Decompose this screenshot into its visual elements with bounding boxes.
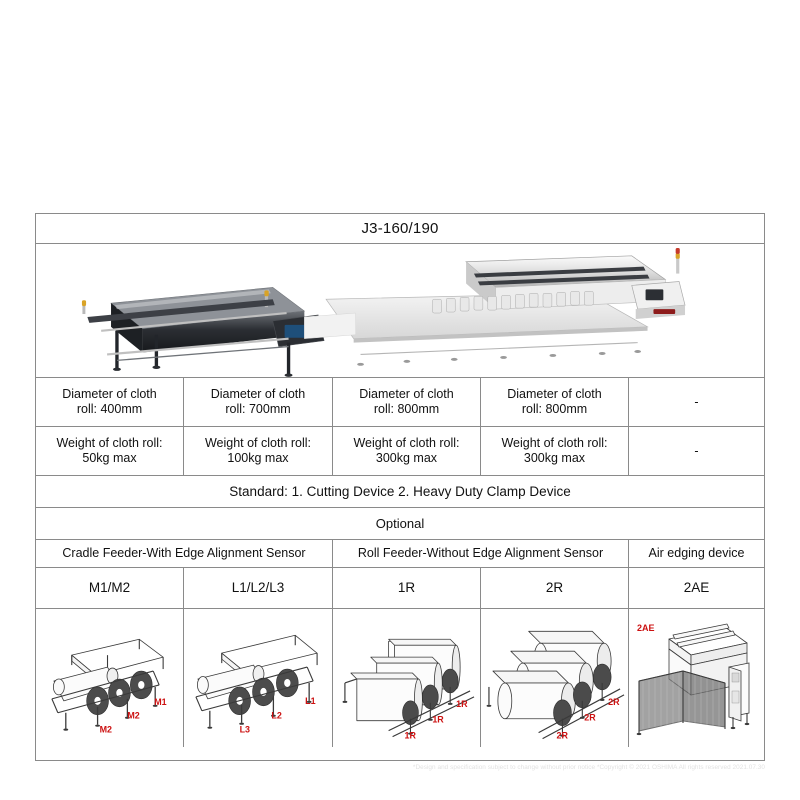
- weight-cell-1: Weight of cloth roll: 50kg max: [36, 427, 184, 475]
- tag-2r-a: 2R: [608, 696, 620, 707]
- option-group-air-edging: Air edging device: [648, 546, 745, 561]
- tag-1r-c: 1R: [404, 730, 416, 741]
- diameter-cell-1: Diameter of cloth roll: 400mm: [36, 378, 184, 426]
- option-code-1r: 1R: [333, 568, 481, 608]
- tag-m2-b: M2: [99, 724, 112, 735]
- optional-header-row: [36, 508, 764, 540]
- tag-l2: L2: [271, 710, 282, 721]
- spec-row-weight: [36, 427, 764, 476]
- tag-l3: L3: [239, 724, 251, 735]
- option-code-2r: 2R: [481, 568, 629, 608]
- diameter-cell-3: Diameter of cloth roll: 800mm: [333, 378, 481, 426]
- weight-cell-4: Weight of cloth roll: 300kg max: [481, 427, 629, 475]
- optional-header-text: Optional: [375, 515, 425, 531]
- drawing-cradle-feeder-m: [36, 609, 184, 747]
- tag-2r-c: 2R: [556, 730, 568, 741]
- option-group-cradle-feeder: Cradle Feeder-With Edge Alignment Sensor: [36, 540, 333, 567]
- option-group-roll-feeder: Roll Feeder-Without Edge Alignment Sensor: [333, 540, 629, 567]
- product-photo-row: [36, 244, 764, 378]
- weight-cell-3: Weight of cloth roll: 300kg max: [333, 427, 481, 475]
- product-photo: [36, 244, 764, 377]
- weight-cell-2: Weight of cloth roll: 100kg max: [184, 427, 333, 475]
- diameter-cell-4: Diameter of cloth roll: 800mm: [481, 378, 629, 426]
- tag-1r-a: 1R: [456, 698, 468, 709]
- standard-equipment-text: Standard: 1. Cutting Device 2. Heavy Duty Clamp Device: [229, 483, 571, 499]
- option-code-m: M1/M2: [36, 568, 184, 608]
- diameter-cell-2: Diameter of cloth roll: 700mm: [184, 378, 333, 426]
- weight-cell-5: -: [694, 443, 699, 458]
- diameter-cell-5: -: [694, 394, 699, 409]
- tag-m1: M1: [154, 696, 167, 707]
- option-drawing-row: [36, 609, 764, 747]
- drawing-roll-feeder-2r: [481, 609, 629, 747]
- tag-2r-b: 2R: [584, 712, 596, 723]
- model-title: J3-160/190: [361, 219, 439, 237]
- option-group-row: [36, 540, 764, 568]
- model-title-row: [36, 214, 764, 244]
- tag-2ae: 2AE: [637, 623, 655, 633]
- option-code-row: [36, 568, 764, 609]
- option-code-l: L1/L2/L3: [184, 568, 333, 608]
- option-code-2ae: 2AE: [683, 580, 710, 596]
- tag-1r-b: 1R: [432, 714, 444, 725]
- drawing-air-edging-2ae: [629, 609, 764, 747]
- spec-row-diameter: [36, 378, 764, 427]
- tag-l1: L1: [305, 695, 316, 706]
- footer-disclaimer: *Design and specification subject to change without prior notice *Copyright © 2021 OSHIMA All rights reserved 2021.07.30: [412, 764, 765, 771]
- specification-sheet: [35, 213, 765, 761]
- standard-equipment-row: [36, 476, 764, 508]
- drawing-roll-feeder-1r: [333, 609, 481, 747]
- tag-m2-a: M2: [127, 710, 140, 721]
- drawing-cradle-feeder-l: [184, 609, 333, 747]
